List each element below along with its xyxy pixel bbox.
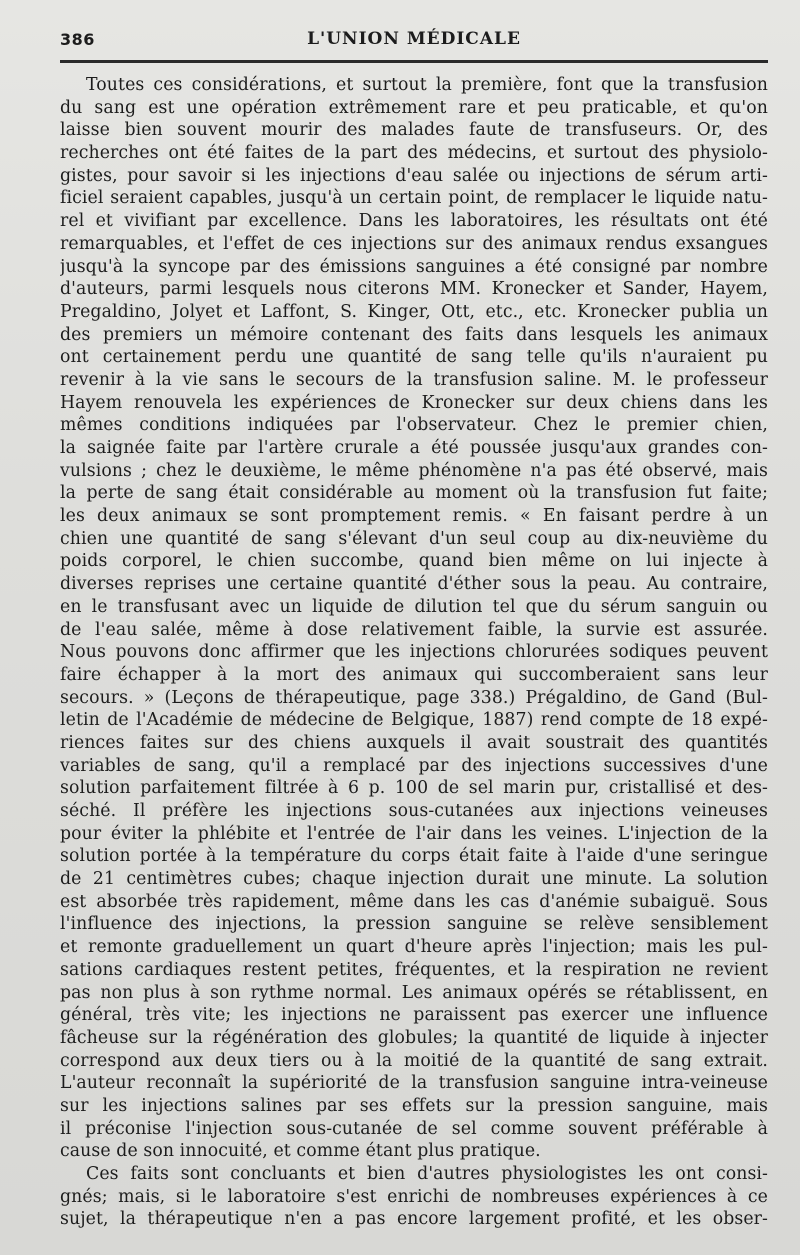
text-line: des premiers un mémoire contenant des faits dans lesquels les animaux (60, 324, 768, 345)
text-line: d'auteurs, parmi lesquels nous citerons MM. Kronecker et Sander, Hayem, (60, 279, 768, 300)
text-line: rel et vivifiant par excellence. Dans les laboratoires, les résultats ont été (60, 211, 768, 232)
text-line: du sang est une opération extrêmement rare et peu praticable, et qu'on (60, 97, 768, 118)
text-line: en le transfusant avec un liquide de dilution tel que du sérum sanguin ou (60, 596, 768, 617)
text-line: diverses reprises une certaine quantité d'éther sous la peau. Au contraire, (60, 574, 768, 595)
text-line: secours. » (Leçons de thérapeutique, page 338.) Prégaldino, de Gand (Bul- (60, 687, 768, 708)
text-line: ficiel seraient capables, jusqu'à un certain point, de remplacer le liquide natu- (60, 188, 768, 209)
text-line: solution portée à la température du corps était faite à l'aide d'une seringue (60, 846, 768, 867)
text-line: vulsions ; chez le deuxième, le même phénomène n'a pas été observé, mais (60, 460, 768, 481)
text-line: mêmes conditions indiquées par l'observateur. Chez le premier chien, (60, 415, 768, 436)
text-line: est absorbée très rapidement, même dans les cas d'anémie subaiguë. Sous (60, 891, 768, 912)
text-line: correspond aux deux tiers ou à la moitié de la quantité de sang extrait. (60, 1050, 768, 1071)
text-line: Nous pouvons donc affirmer que les injections chlorurées sodiques peuvent (60, 642, 768, 663)
text-line: sujet, la thérapeutique n'en a pas encore largement profité, et les obser- (60, 1209, 768, 1230)
running-title: L'UNION MÉDICALE (307, 29, 521, 49)
body-text (60, 74, 768, 1231)
text-line: il préconise l'injection sous-cutanée de sel comme souvent préférable à (60, 1118, 768, 1139)
text-line: cause de son innocuité, et comme étant plus pratique. (60, 1141, 541, 1162)
text-line: Toutes ces considérations, et surtout la première, font que la transfusion (86, 75, 768, 95)
text-line: pour éviter la phlébite et l'entrée de l'air dans les veines. L'injection de la (60, 823, 768, 844)
text-line: Ces faits sont concluants et bien d'autres physiologistes les ont consi- (86, 1164, 768, 1184)
text-line: les deux animaux se sont promptement remis. « En faisant perdre à un (60, 506, 768, 527)
text-line: variables de sang, qu'il a remplacé par des injections successives d'une (60, 755, 768, 776)
text-line: faire échapper à la mort des animaux qui succomberaient sans leur (60, 664, 768, 685)
paragraph (60, 74, 768, 1163)
text-line: fâcheuse sur la régénération des globules; la quantité de liquide à injecter (60, 1027, 768, 1048)
text-line: jusqu'à la syncope par des émissions sanguines a été consigné par nombre (60, 256, 768, 277)
text-line: Hayem renouvela les expériences de Kronecker sur deux chiens dans les (60, 392, 768, 413)
text-line: letin de l'Académie de médecine de Belgique, 1887) rend compte de 18 expé- (60, 710, 768, 731)
text-line: la perte de sang était considérable au moment où la transfusion fut faite; (60, 483, 768, 504)
text-line: L'auteur reconnaît la supériorité de la transfusion sanguine intra-veineuse (60, 1073, 768, 1094)
text-line: riences faites sur des chiens auxquels il avait soustrait des quantités (60, 732, 768, 753)
text-line: de l'eau salée, même à dose relativement faible, la survie est assurée. (60, 619, 768, 640)
text-line: et remonte graduellement un quart d'heure après l'injection; mais les pul- (60, 937, 768, 958)
paragraph (60, 1163, 768, 1231)
text-line: ont certainement perdu une quantité de sang telle qu'ils n'auraient pu (60, 347, 768, 368)
text-line: séché. Il préfère les injections sous-cutanées aux injections veineuses (60, 801, 768, 821)
text-line: laisse bien souvent mourir des malades faute de transfuseurs. Or, des (60, 120, 768, 141)
text-line: remarquables, et l'effet de ces injections sur des animaux rendus exsangues (60, 233, 768, 254)
text-line: sations cardiaques restent petites, fréquentes, et la respiration ne revient (60, 959, 768, 980)
page-number: 386 (60, 30, 95, 49)
header-rule (60, 60, 768, 63)
text-line: pas non plus à son rythme normal. Les animaux opérés se rétablissent, en (60, 982, 768, 1003)
text-line: revenir à la vie sans le secours de la transfusion saline. M. le professeur (60, 369, 768, 390)
text-line: général, très vite; les injections ne paraissent pas exercer une influence (60, 1005, 768, 1026)
text-line: l'influence des injections, la pression sanguine se relève sensiblement (60, 914, 768, 935)
text-line: poids corporel, le chien succombe, quand bien même on lui injecte à (60, 551, 768, 572)
text-line: la saignée faite par l'artère crurale a été poussée jusqu'aux grandes con- (60, 438, 768, 458)
page-header (60, 28, 768, 54)
text-line: gistes, pour savoir si les injections d'eau salée ou injections de sérum arti- (60, 165, 768, 186)
text-line: chien une quantité de sang s'élevant d'un seul coup au dix-neuvième du (60, 528, 768, 549)
text-line: de 21 centimètres cubes; chaque injection durait une minute. La solution (60, 869, 768, 890)
text-line: sur les injections salines par ses effets sur la pression sanguine, mais (60, 1095, 768, 1116)
text-line: Pregaldino, Jolyet et Laffont, S. Kinger, Ott, etc., etc. Kronecker publia un (60, 301, 768, 322)
text-line: solution parfaitement filtrée à 6 p. 100 de sel marin pur, cristallisé et des- (60, 778, 768, 799)
text-line: gnés; mais, si le laboratoire s'est enrichi de nombreuses expériences à ce (60, 1186, 768, 1207)
text-line: recherches ont été faites de la part des médecins, et surtout des physiolo- (60, 143, 768, 164)
